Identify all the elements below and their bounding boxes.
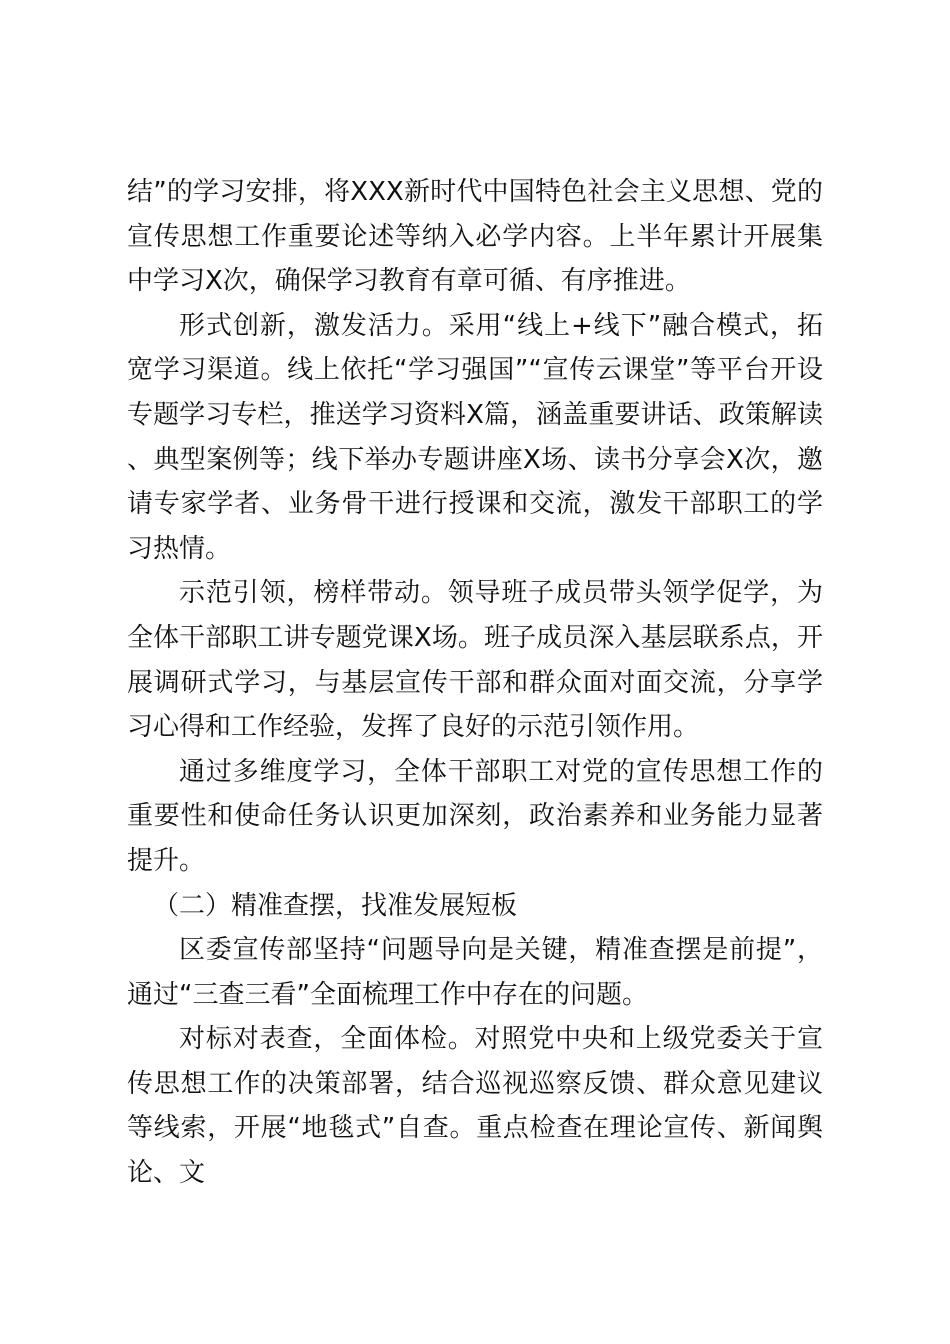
paragraph-leadership-example: 示范引领，榜样带动。领导班子成员带头领学促学，为全体干部职工讲专题党课X场。班子成员深入基层联系点，开展调研式学习，与基层宣传干部和群众面对面交流，分享学习心得和工作经验，发挥了良好的示范引领作用。 xyxy=(127,578,823,743)
paragraph-benchmark-check: 对标对表查，全面体检。对照党中央和上级党委关于宣传思想工作的决策部署，结合巡视巡察反馈、群众意见建议等线索，开展“地毯式”自查。重点检查在理论宣传、新闻舆论、文 xyxy=(127,1024,823,1189)
paragraph-problem-orientation: 区委宣传部坚持“问题导向是关键，精准查摆是前提”，通过“三查三看”全面梳理工作中存在的问题。 xyxy=(127,935,823,1010)
section-heading-precise-review: （二）精准查摆，找准发展短板 xyxy=(153,890,518,921)
paragraph-form-innovation: 形式创新，激发活力。采用“线上+线下”融合模式，拓宽学习渠道。线上依托“学习强国”“宣传云课堂”等平台开设专题学习专栏，推送学习资料X篇，涵盖重要讲话、政策解读、典型案例等；线下举办专题讲座X场、读书分享会X次，邀请专家学者、业务骨干进行授课和交流，激发干部职工的学习热情。 xyxy=(127,310,823,564)
paragraph-continuation: 结”的学习安排，将XXX新时代中国特色社会主义思想、党的宣传思想工作重要论述等纳入必学内容。上半年累计开展集中学习X次，确保学习教育有章可循、有序推进。 xyxy=(127,177,823,297)
document-body xyxy=(127,170,823,1196)
paragraph-learning-outcome: 通过多维度学习，全体干部职工对党的宣传思想工作的重要性和使命任务认识更加深刻，政治素养和业务能力显著提升。 xyxy=(127,756,823,876)
